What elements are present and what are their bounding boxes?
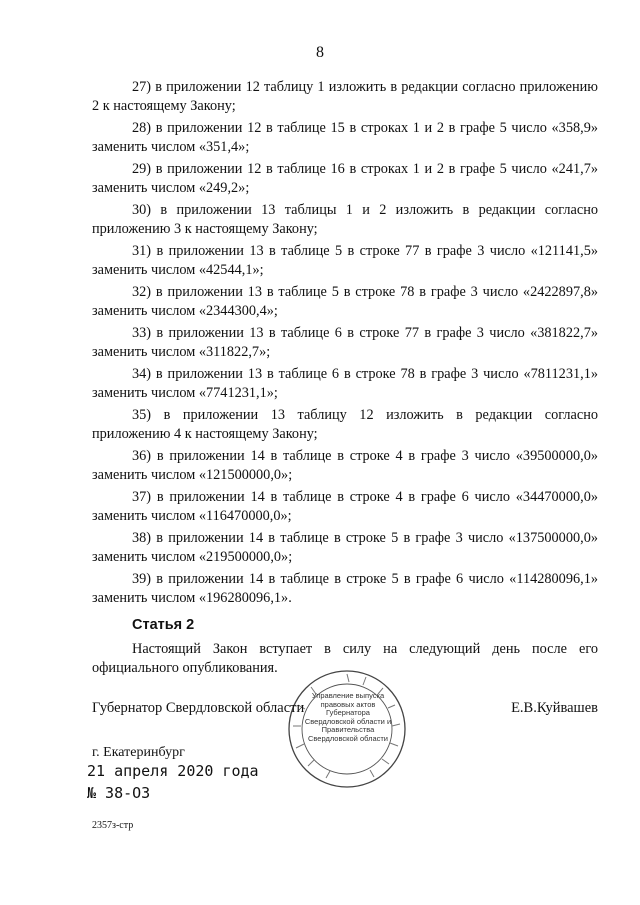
- amendment-list: [92, 78, 598, 611]
- list-item: 35) в приложении 13 таблицу 12 изложить в редакции согласно приложению 4 к настоящему Закону;: [92, 407, 598, 442]
- document-code: 2357з-стр: [92, 820, 134, 831]
- law-number: № 38-ОЗ: [87, 784, 151, 802]
- list-item: 28) в приложении 12 в таблице 15 в строках 1 и 2 в графе 5 число «358,9» заменить числом «351,4»;: [92, 120, 598, 155]
- list-item: 32) в приложении 13 в таблице 5 в строке 78 в графе 3 число «2422897,8» заменить числом «2344300,4»;: [92, 284, 598, 319]
- date: 21 апреля 2020 года: [87, 762, 259, 780]
- list-item: 34) в приложении 13 в таблице 6 в строке 78 в графе 3 число «7811231,1» заменить числом «7741231,1»;: [92, 366, 598, 401]
- list-item: 31) в приложении 13 в таблице 5 в строке 77 в графе 3 число «121141,5» заменить числом «42544,1»;: [92, 243, 598, 278]
- list-item: 38) в приложении 14 в таблице в строке 5 в графе 3 число «137500000,0» заменить числом «219500000,0»;: [92, 530, 598, 565]
- list-item: 27) в приложении 12 таблицу 1 изложить в редакции согласно приложению 2 к настоящему Закону;: [92, 79, 598, 114]
- signatory-name: Е.В.Куйвашев: [511, 700, 598, 716]
- article-text: Настоящий Закон вступает в силу на следующий день после его официального опубликования.: [92, 641, 598, 676]
- seal-inner-text: Управление выпуска правовых актов Губернатора Свердловской области и Правительства Свердловской области: [304, 691, 392, 743]
- signatory-position: Губернатор Свердловской области: [92, 700, 305, 716]
- list-item: 39) в приложении 14 в таблице в строке 5 в графе 6 число «114280096,1» заменить числом «196280096,1».: [92, 571, 598, 606]
- list-item: 29) в приложении 12 в таблице 16 в строках 1 и 2 в графе 5 число «241,7» заменить числом «249,2»;: [92, 161, 598, 196]
- page-number: 8: [316, 44, 324, 61]
- list-item: 36) в приложении 14 в таблице в строке 4 в графе 3 число «39500000,0» заменить числом «121500000,0»;: [92, 448, 598, 483]
- list-item: 30) в приложении 13 таблицы 1 и 2 изложить в редакции согласно приложению 3 к настоящему Закону;: [92, 202, 598, 237]
- list-item: 33) в приложении 13 в таблице 6 в строке 77 в графе 3 число «381822,7» заменить числом «311822,7»;: [92, 325, 598, 360]
- article-title: Статья 2: [132, 617, 195, 633]
- city: г. Екатеринбург: [92, 745, 185, 760]
- list-item: 37) в приложении 14 в таблице в строке 4 в графе 6 число «34470000,0» заменить числом «116470000,0»;: [92, 489, 598, 524]
